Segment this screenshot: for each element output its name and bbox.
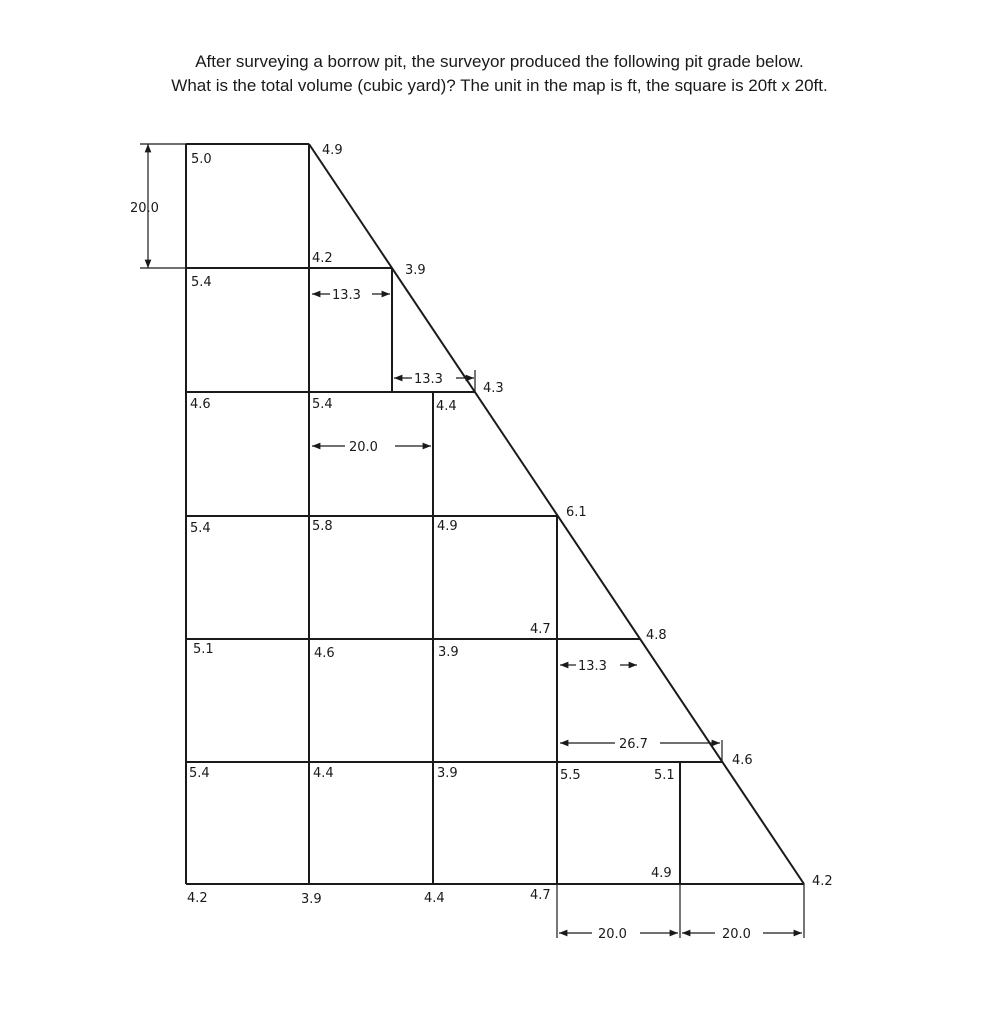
- elevation-label: 4.9: [322, 143, 343, 158]
- elevation-label: 5.1: [654, 768, 675, 783]
- elevation-label: 4.2: [312, 251, 333, 266]
- elevation-label: 4.2: [187, 891, 208, 906]
- elevation-label: 5.4: [190, 521, 211, 536]
- elevation-label: 4.2: [812, 874, 833, 889]
- question-line-1: After surveying a borrow pit, the surveyor produced the following pit grade below.: [195, 52, 804, 71]
- elevation-label: 4.4: [436, 399, 457, 414]
- dimension-label-bottom-right: 20.0: [722, 927, 751, 942]
- dimension-label-left: 20.0: [130, 201, 159, 216]
- dimension-label-lower-step: 13.3: [578, 659, 607, 674]
- elevation-label: 5.5: [560, 768, 581, 783]
- question-line-2: What is the total volume (cubic yard)? The unit in the map is ft, the square is 20ft x 20ft.: [171, 76, 828, 95]
- elevation-label: 4.8: [646, 628, 667, 643]
- elevation-label: 4.9: [437, 519, 458, 534]
- elevation-label: 5.8: [312, 519, 333, 534]
- elevation-label: 4.6: [732, 753, 753, 768]
- dimension-labels: [130, 201, 751, 942]
- elevation-label: 5.0: [191, 152, 212, 167]
- elevation-label: 3.9: [301, 892, 322, 907]
- dimension-label-third-step: 20.0: [349, 440, 378, 455]
- dimension-label-second-step: 13.3: [414, 372, 443, 387]
- elevation-label: 5.4: [191, 275, 212, 290]
- elevation-label: 5.4: [189, 766, 210, 781]
- elevation-labels: [187, 143, 833, 907]
- elevation-label: 6.1: [566, 505, 587, 520]
- elevation-label: 4.4: [313, 766, 334, 781]
- dimension-label-wide-step: 26.7: [619, 737, 648, 752]
- elevation-label: 5.1: [193, 642, 214, 657]
- elevation-label: 3.9: [438, 645, 459, 660]
- dimension-lines: [140, 144, 804, 938]
- dimension-label-top-step: 13.3: [332, 288, 361, 303]
- elevation-label: 4.7: [530, 622, 551, 637]
- elevation-label: 4.6: [190, 397, 211, 412]
- elevation-label: 3.9: [405, 263, 426, 278]
- elevation-label: 4.3: [483, 381, 504, 396]
- elevation-label: 5.4: [312, 397, 333, 412]
- elevation-label: 3.9: [437, 766, 458, 781]
- dimension-label-bottom-left: 20.0: [598, 927, 627, 942]
- elevation-label: 4.4: [424, 891, 445, 906]
- grid-lines: [186, 144, 804, 884]
- elevation-label: 4.6: [314, 646, 335, 661]
- elevation-label: 4.9: [651, 866, 672, 881]
- elevation-label: 4.7: [530, 888, 551, 903]
